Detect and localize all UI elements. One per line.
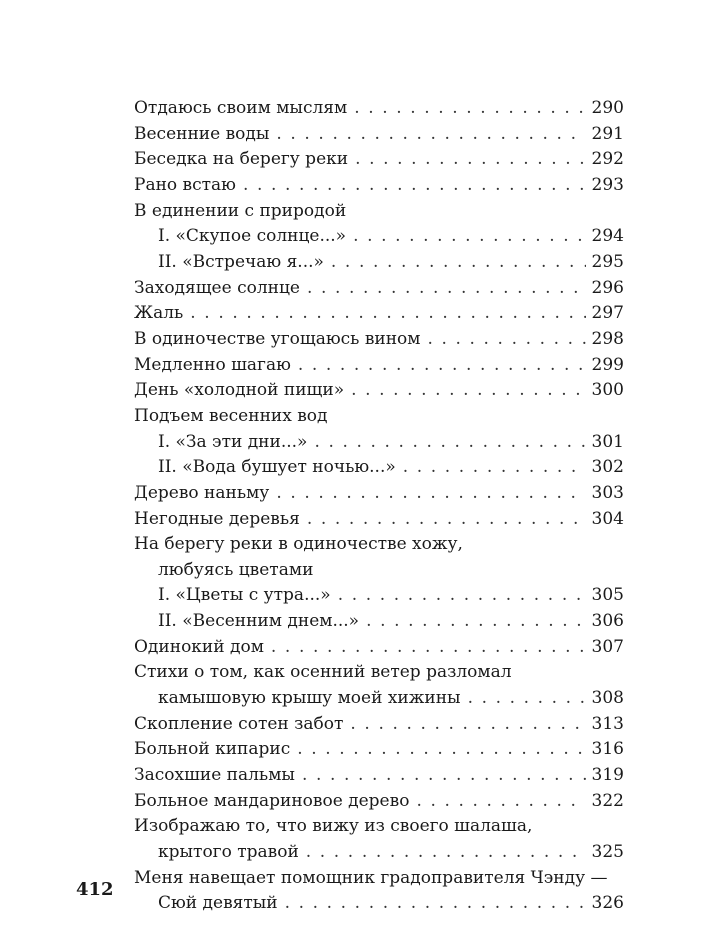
toc-entry-title [134, 353, 624, 379]
toc-entry-title-text: Изображаю то, что вижу из своего шалаша, [134, 816, 533, 837]
toc-entry-title [134, 122, 624, 148]
toc-entry-title [134, 147, 624, 173]
toc-entry [134, 353, 624, 379]
toc-entry [134, 866, 624, 892]
toc-entry [134, 276, 624, 302]
toc-entry [134, 789, 624, 815]
toc-entry-title-text: Больной кипарис [134, 739, 291, 760]
toc-entry-title-text: I. «Скупое солнце...» [158, 226, 347, 247]
toc-entry-page: 300 [586, 378, 624, 404]
toc-entry-page: 305 [586, 583, 624, 609]
toc-entry-title [134, 635, 624, 661]
toc-entry-title [134, 276, 624, 302]
toc-entry-title-text: Дерево наньму [134, 482, 270, 503]
toc-entry-title-text: Рано встаю [134, 174, 236, 195]
toc-entry-title [134, 660, 624, 686]
toc-entry-title [158, 583, 624, 609]
toc-entry [134, 891, 624, 917]
toc-entry-page: 325 [586, 840, 624, 866]
toc-entry-page: 294 [586, 224, 624, 250]
toc-entry-page: 316 [586, 737, 624, 763]
toc-entry-title [134, 712, 624, 738]
toc-entry-title [158, 455, 624, 481]
toc-entry-page: 313 [586, 712, 624, 738]
toc-entry [134, 840, 624, 866]
toc-entry-title-text: Негодные деревья [134, 508, 300, 529]
toc-entry-title [158, 891, 624, 917]
toc-entry [134, 430, 624, 456]
toc-entry-title-text: камышовую крышу моей хижины [158, 688, 461, 709]
toc-entry-page: 299 [586, 353, 624, 379]
toc-entry-title-text: Весенние воды [134, 123, 270, 144]
toc-entry-page: 297 [586, 301, 624, 327]
toc-entry [134, 583, 624, 609]
toc-entry [134, 635, 624, 661]
toc-entry-title-text: Сюй девятый [158, 893, 278, 914]
toc-entry-page: 303 [586, 481, 624, 507]
toc-entry-title [158, 558, 624, 584]
toc-entry-title [134, 481, 624, 507]
toc-entry-page: 322 [586, 789, 624, 815]
toc-entry-title-text: День «холодной пищи» [134, 380, 345, 401]
toc-entry [134, 737, 624, 763]
toc-entry-title [134, 507, 624, 533]
toc-entry-page: 296 [586, 276, 624, 302]
toc-entry [134, 814, 624, 840]
toc-entry-title-text: Стихи о том, как осенний ветер разломал [134, 662, 512, 683]
toc-entry [134, 532, 624, 558]
toc-entry-title-text: I. «За эти дни...» [158, 431, 308, 452]
toc-entry-title [158, 224, 624, 250]
toc-entry-title [134, 532, 624, 558]
toc-entry-title-text: Медленно шагаю [134, 354, 291, 375]
toc-entry [134, 378, 624, 404]
toc-entry-title [134, 327, 624, 353]
toc-entry-title [158, 609, 624, 635]
toc-entry-title-text: Заходящее солнце [134, 277, 300, 298]
toc-entry-title [158, 250, 624, 276]
toc-entry-title-text: II. «Встречаю я...» [158, 251, 324, 272]
toc-entry-title [134, 814, 624, 840]
toc-entry-page: 319 [586, 763, 624, 789]
toc-entry [134, 558, 624, 584]
toc-entry-title-text: любуясь цветами [158, 559, 314, 580]
toc-entry [134, 763, 624, 789]
toc-entry [134, 250, 624, 276]
toc-entry-page: 291 [586, 122, 624, 148]
toc-entry-title-text: крытого травой [158, 842, 299, 863]
toc-entry [134, 686, 624, 712]
toc-entry-page: 306 [586, 609, 624, 635]
toc-entry-title [134, 173, 624, 199]
toc-entry-page: 302 [586, 455, 624, 481]
toc-entry [134, 301, 624, 327]
toc-entry-title [158, 686, 624, 712]
toc-entry [134, 122, 624, 148]
toc-entry-title-text: Жаль [134, 303, 184, 324]
toc-entry-title-text: На берегу реки в одиночестве хожу, [134, 534, 463, 555]
toc-entry-title [134, 199, 624, 225]
toc-entry-title-text: Отдаюсь своим мыслям [134, 98, 348, 118]
toc-entry-page: 304 [586, 507, 624, 533]
toc-entry [134, 96, 624, 122]
toc-entry-title-text: В единении с природой [134, 200, 347, 221]
toc-entry-page: 307 [586, 635, 624, 661]
toc-entry-title-text: Одинокий дом [134, 636, 264, 657]
toc-entry-title-text: I. «Цветы с утра...» [158, 585, 331, 606]
toc-entry-title [158, 430, 624, 456]
toc-entry-title-text: Больное мандариновое дерево [134, 790, 410, 811]
toc-entry [134, 224, 624, 250]
toc-entry-title-text: Меня навещает помощник градоправителя Чэнду — [134, 867, 608, 888]
toc-entry-title [134, 866, 624, 892]
toc-entry-title [158, 840, 624, 866]
toc-entry-page: 292 [586, 147, 624, 173]
page-number: 412 [76, 879, 114, 900]
toc-entry-title-text: Скопление сотен забот [134, 713, 344, 734]
toc-entry-title-text: Подъем весенних вод [134, 405, 328, 426]
toc-entry [134, 404, 624, 430]
toc-entry-page: 301 [586, 430, 624, 456]
toc-entry-page: 298 [586, 327, 624, 353]
toc-entry-page: 308 [586, 686, 624, 712]
toc-entry [134, 173, 624, 199]
toc-entry [134, 660, 624, 686]
toc-entry-title [134, 96, 624, 122]
toc-entry-page: 293 [586, 173, 624, 199]
toc-entry-title-text: II. «Вода бушует ночью...» [158, 457, 396, 478]
toc-entry-title [134, 789, 624, 815]
toc-entry-title [134, 404, 624, 430]
toc-entry-title [134, 737, 624, 763]
toc-entry [134, 327, 624, 353]
toc-entry-title [134, 763, 624, 789]
toc-entry-title [134, 378, 624, 404]
toc-entry-title-text: Беседка на берегу реки [134, 149, 349, 170]
toc-entry-title-text: Засохшие пальмы [134, 765, 295, 786]
table-of-contents [134, 96, 624, 917]
toc-entry [134, 147, 624, 173]
toc-entry [134, 455, 624, 481]
toc-entry [134, 712, 624, 738]
toc-entry [134, 199, 624, 225]
toc-entry [134, 481, 624, 507]
toc-entry-title-text: В одиночестве угощаюсь вином [134, 328, 421, 349]
toc-entry [134, 507, 624, 533]
toc-entry-page: 295 [586, 250, 624, 276]
toc-entry-title-text: II. «Весенним днем...» [158, 611, 360, 632]
toc-entry [134, 609, 624, 635]
toc-entry-title [134, 301, 624, 327]
toc-entry-page: 290 [586, 96, 624, 122]
toc-entry-page: 326 [586, 891, 624, 917]
